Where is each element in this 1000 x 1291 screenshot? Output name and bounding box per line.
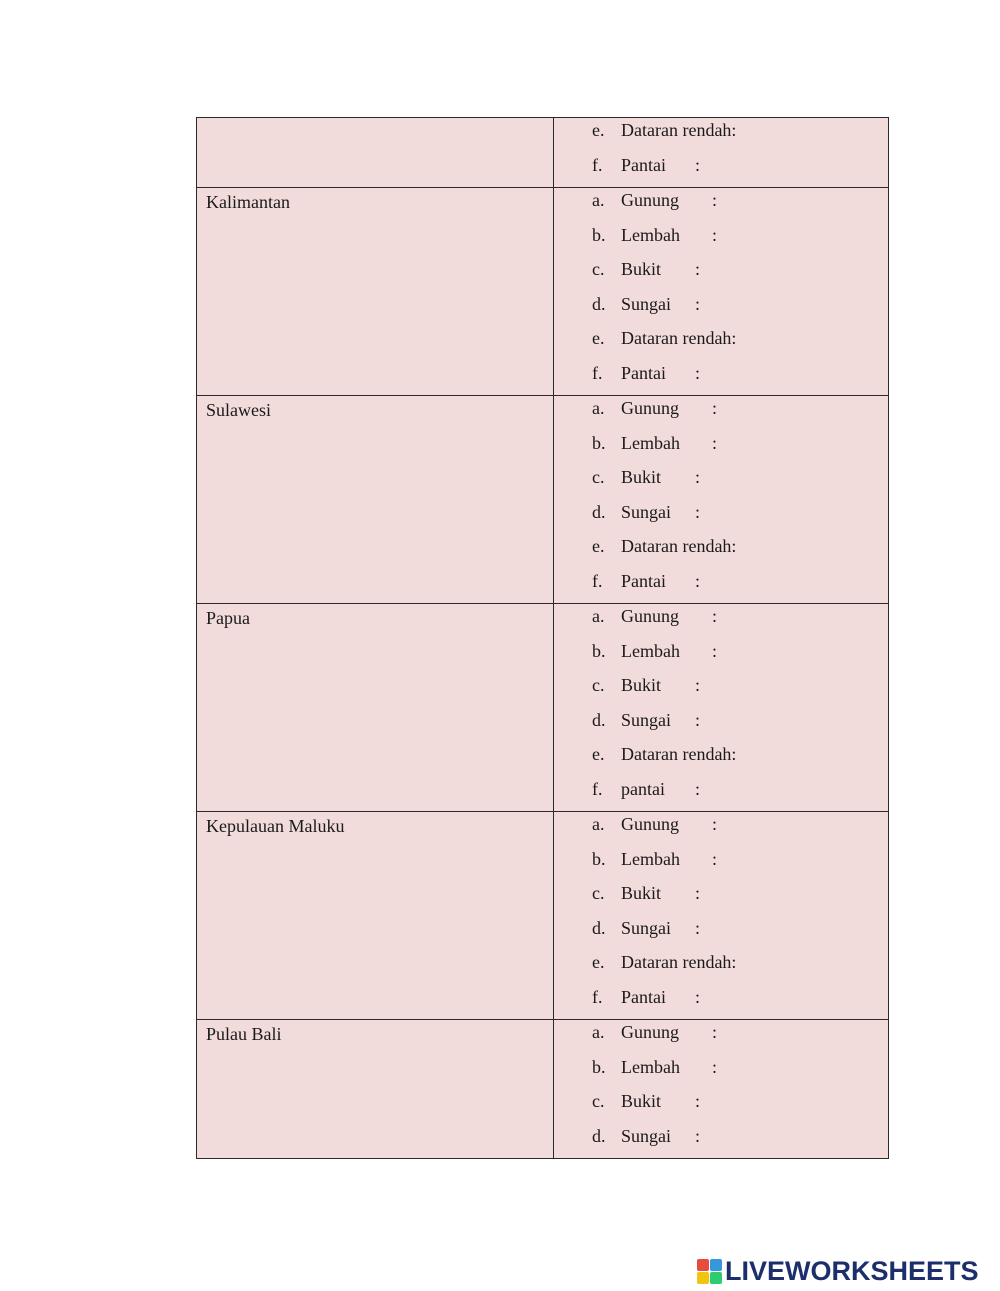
feature-item: [554, 292, 888, 327]
worksheet-table: [196, 117, 889, 1159]
feature-item: [554, 847, 888, 882]
feature-letter: e.: [592, 328, 605, 348]
feature-letter: b.: [592, 224, 606, 245]
feature-colon: :: [712, 640, 718, 661]
feature-letter: b.: [592, 640, 606, 661]
feature-list-cell: [554, 812, 889, 1020]
feature-colon: :: [695, 883, 701, 903]
feature-name: Bukit: [621, 675, 662, 695]
feature-colon: :: [695, 362, 701, 383]
island-name: Sulawesi: [197, 396, 554, 604]
feature-name: Lembah: [621, 432, 680, 453]
feature-name: Lembah: [621, 640, 680, 661]
feature-letter: b.: [592, 432, 606, 453]
feature-name: Gunung: [621, 606, 679, 626]
feature-list: [554, 118, 888, 187]
feature-item: [554, 812, 888, 847]
feature-name: Dataran rendah:: [621, 536, 737, 556]
feature-letter: b.: [592, 848, 606, 869]
feature-name: Pantai: [621, 154, 666, 175]
feature-letter: d.: [592, 1125, 606, 1146]
feature-name: Gunung: [621, 398, 679, 418]
feature-letter: a.: [592, 190, 605, 210]
feature-item: [554, 1124, 888, 1159]
feature-letter: a.: [592, 814, 605, 834]
feature-name: Sungai: [621, 293, 672, 314]
feature-name: Dataran rendah:: [621, 328, 737, 348]
feature-colon: :: [695, 467, 701, 487]
feature-item: [554, 950, 888, 985]
island-name: Pulau Bali: [197, 1020, 554, 1159]
feature-item: [554, 639, 888, 674]
liveworksheets-logo: [697, 1256, 979, 1286]
island-name: Kalimantan: [197, 188, 554, 396]
table-row: [197, 118, 889, 188]
feature-letter: a.: [592, 398, 605, 418]
feature-name: Bukit: [621, 1091, 662, 1111]
feature-item: [554, 326, 888, 361]
feature-colon: :: [712, 224, 718, 245]
feature-colon: :: [712, 432, 718, 453]
feature-item: [554, 604, 888, 639]
feature-name: Sungai: [621, 709, 672, 730]
feature-list: [554, 1020, 888, 1158]
feature-name: Pantai: [621, 570, 666, 591]
feature-list-cell: [554, 1020, 889, 1159]
table-row: [197, 812, 889, 1020]
feature-colon: :: [712, 190, 718, 210]
feature-letter: a.: [592, 1022, 605, 1042]
feature-colon: :: [695, 917, 701, 938]
feature-letter: f.: [592, 362, 603, 383]
feature-colon: :: [695, 293, 701, 314]
feature-list: [554, 812, 888, 1019]
feature-letter: e.: [592, 120, 605, 140]
feature-item: [554, 777, 888, 812]
feature-name: Gunung: [621, 1022, 679, 1042]
table-row: [197, 1020, 889, 1159]
feature-item: [554, 569, 888, 604]
feature-colon: :: [695, 986, 701, 1007]
feature-letter: e.: [592, 744, 605, 764]
feature-list-cell: [554, 188, 889, 396]
feature-letter: c.: [592, 467, 605, 487]
feature-name: Pantai: [621, 986, 666, 1007]
feature-name: Sungai: [621, 501, 672, 522]
logo-square-green: [710, 1272, 722, 1284]
feature-colon: :: [712, 848, 718, 869]
feature-name: Bukit: [621, 467, 662, 487]
feature-letter: f.: [592, 778, 603, 799]
feature-name: Lembah: [621, 224, 680, 245]
feature-item: [554, 881, 888, 916]
feature-item: [554, 985, 888, 1020]
feature-colon: :: [695, 1125, 701, 1146]
feature-letter: d.: [592, 917, 606, 938]
feature-item: [554, 431, 888, 466]
feature-item: [554, 742, 888, 777]
feature-item: [554, 708, 888, 743]
logo-text: LIVEWORKSHEETS: [725, 1255, 979, 1286]
feature-item: [554, 673, 888, 708]
feature-letter: d.: [592, 501, 606, 522]
feature-name: Lembah: [621, 848, 680, 869]
feature-letter: a.: [592, 606, 605, 626]
feature-item: [554, 1055, 888, 1090]
feature-item: [554, 500, 888, 535]
feature-letter: c.: [592, 1091, 605, 1111]
feature-name: Bukit: [621, 259, 662, 279]
feature-item: [554, 916, 888, 951]
feature-letter: e.: [592, 952, 605, 972]
feature-letter: f.: [592, 154, 603, 175]
feature-item: [554, 534, 888, 569]
feature-item: [554, 118, 888, 153]
feature-item: [554, 1089, 888, 1124]
logo-square-yellow: [697, 1272, 709, 1284]
feature-name: Bukit: [621, 883, 662, 903]
feature-name: Pantai: [621, 362, 666, 383]
feature-list-cell: [554, 118, 889, 188]
feature-item: [554, 223, 888, 258]
liveworksheets-logo-icon: [697, 1259, 722, 1284]
feature-colon: :: [712, 606, 718, 626]
feature-item: [554, 1020, 888, 1055]
logo-square-blue: [710, 1259, 722, 1271]
feature-colon: :: [712, 1056, 718, 1077]
feature-letter: d.: [592, 709, 606, 730]
feature-letter: f.: [592, 986, 603, 1007]
feature-list-cell: [554, 396, 889, 604]
feature-name: Gunung: [621, 190, 679, 210]
feature-letter: d.: [592, 293, 606, 314]
table-row: [197, 188, 889, 396]
feature-colon: :: [695, 259, 701, 279]
feature-colon: :: [712, 398, 718, 418]
feature-name: Dataran rendah:: [621, 120, 737, 140]
feature-name: pantai: [621, 778, 665, 799]
feature-colon: :: [695, 675, 701, 695]
feature-letter: f.: [592, 570, 603, 591]
feature-list: [554, 604, 888, 811]
feature-letter: c.: [592, 883, 605, 903]
feature-letter: e.: [592, 536, 605, 556]
feature-item: [554, 361, 888, 396]
feature-colon: :: [695, 1091, 701, 1111]
island-name: Papua: [197, 604, 554, 812]
feature-letter: c.: [592, 259, 605, 279]
feature-letter: c.: [592, 675, 605, 695]
feature-colon: :: [695, 570, 701, 591]
logo-square-red: [697, 1259, 709, 1271]
feature-colon: :: [712, 1022, 718, 1042]
feature-item: [554, 396, 888, 431]
feature-item: [554, 465, 888, 500]
feature-item: [554, 257, 888, 292]
feature-colon: :: [712, 814, 718, 834]
feature-colon: :: [695, 501, 701, 522]
island-name: Kepulauan Maluku: [197, 812, 554, 1020]
feature-list: [554, 396, 888, 603]
feature-name: Sungai: [621, 1125, 672, 1146]
feature-name: Lembah: [621, 1056, 680, 1077]
feature-name: Gunung: [621, 814, 679, 834]
feature-item: [554, 153, 888, 188]
feature-colon: :: [695, 778, 701, 799]
feature-name: Dataran rendah:: [621, 744, 737, 764]
feature-item: [554, 188, 888, 223]
table-row: [197, 396, 889, 604]
feature-letter: b.: [592, 1056, 606, 1077]
feature-colon: :: [695, 709, 701, 730]
island-name: [197, 118, 554, 188]
feature-list-cell: [554, 604, 889, 812]
feature-list: [554, 188, 888, 395]
table-row: [197, 604, 889, 812]
feature-name: Sungai: [621, 917, 672, 938]
feature-colon: :: [695, 154, 701, 175]
feature-name: Dataran rendah:: [621, 952, 737, 972]
